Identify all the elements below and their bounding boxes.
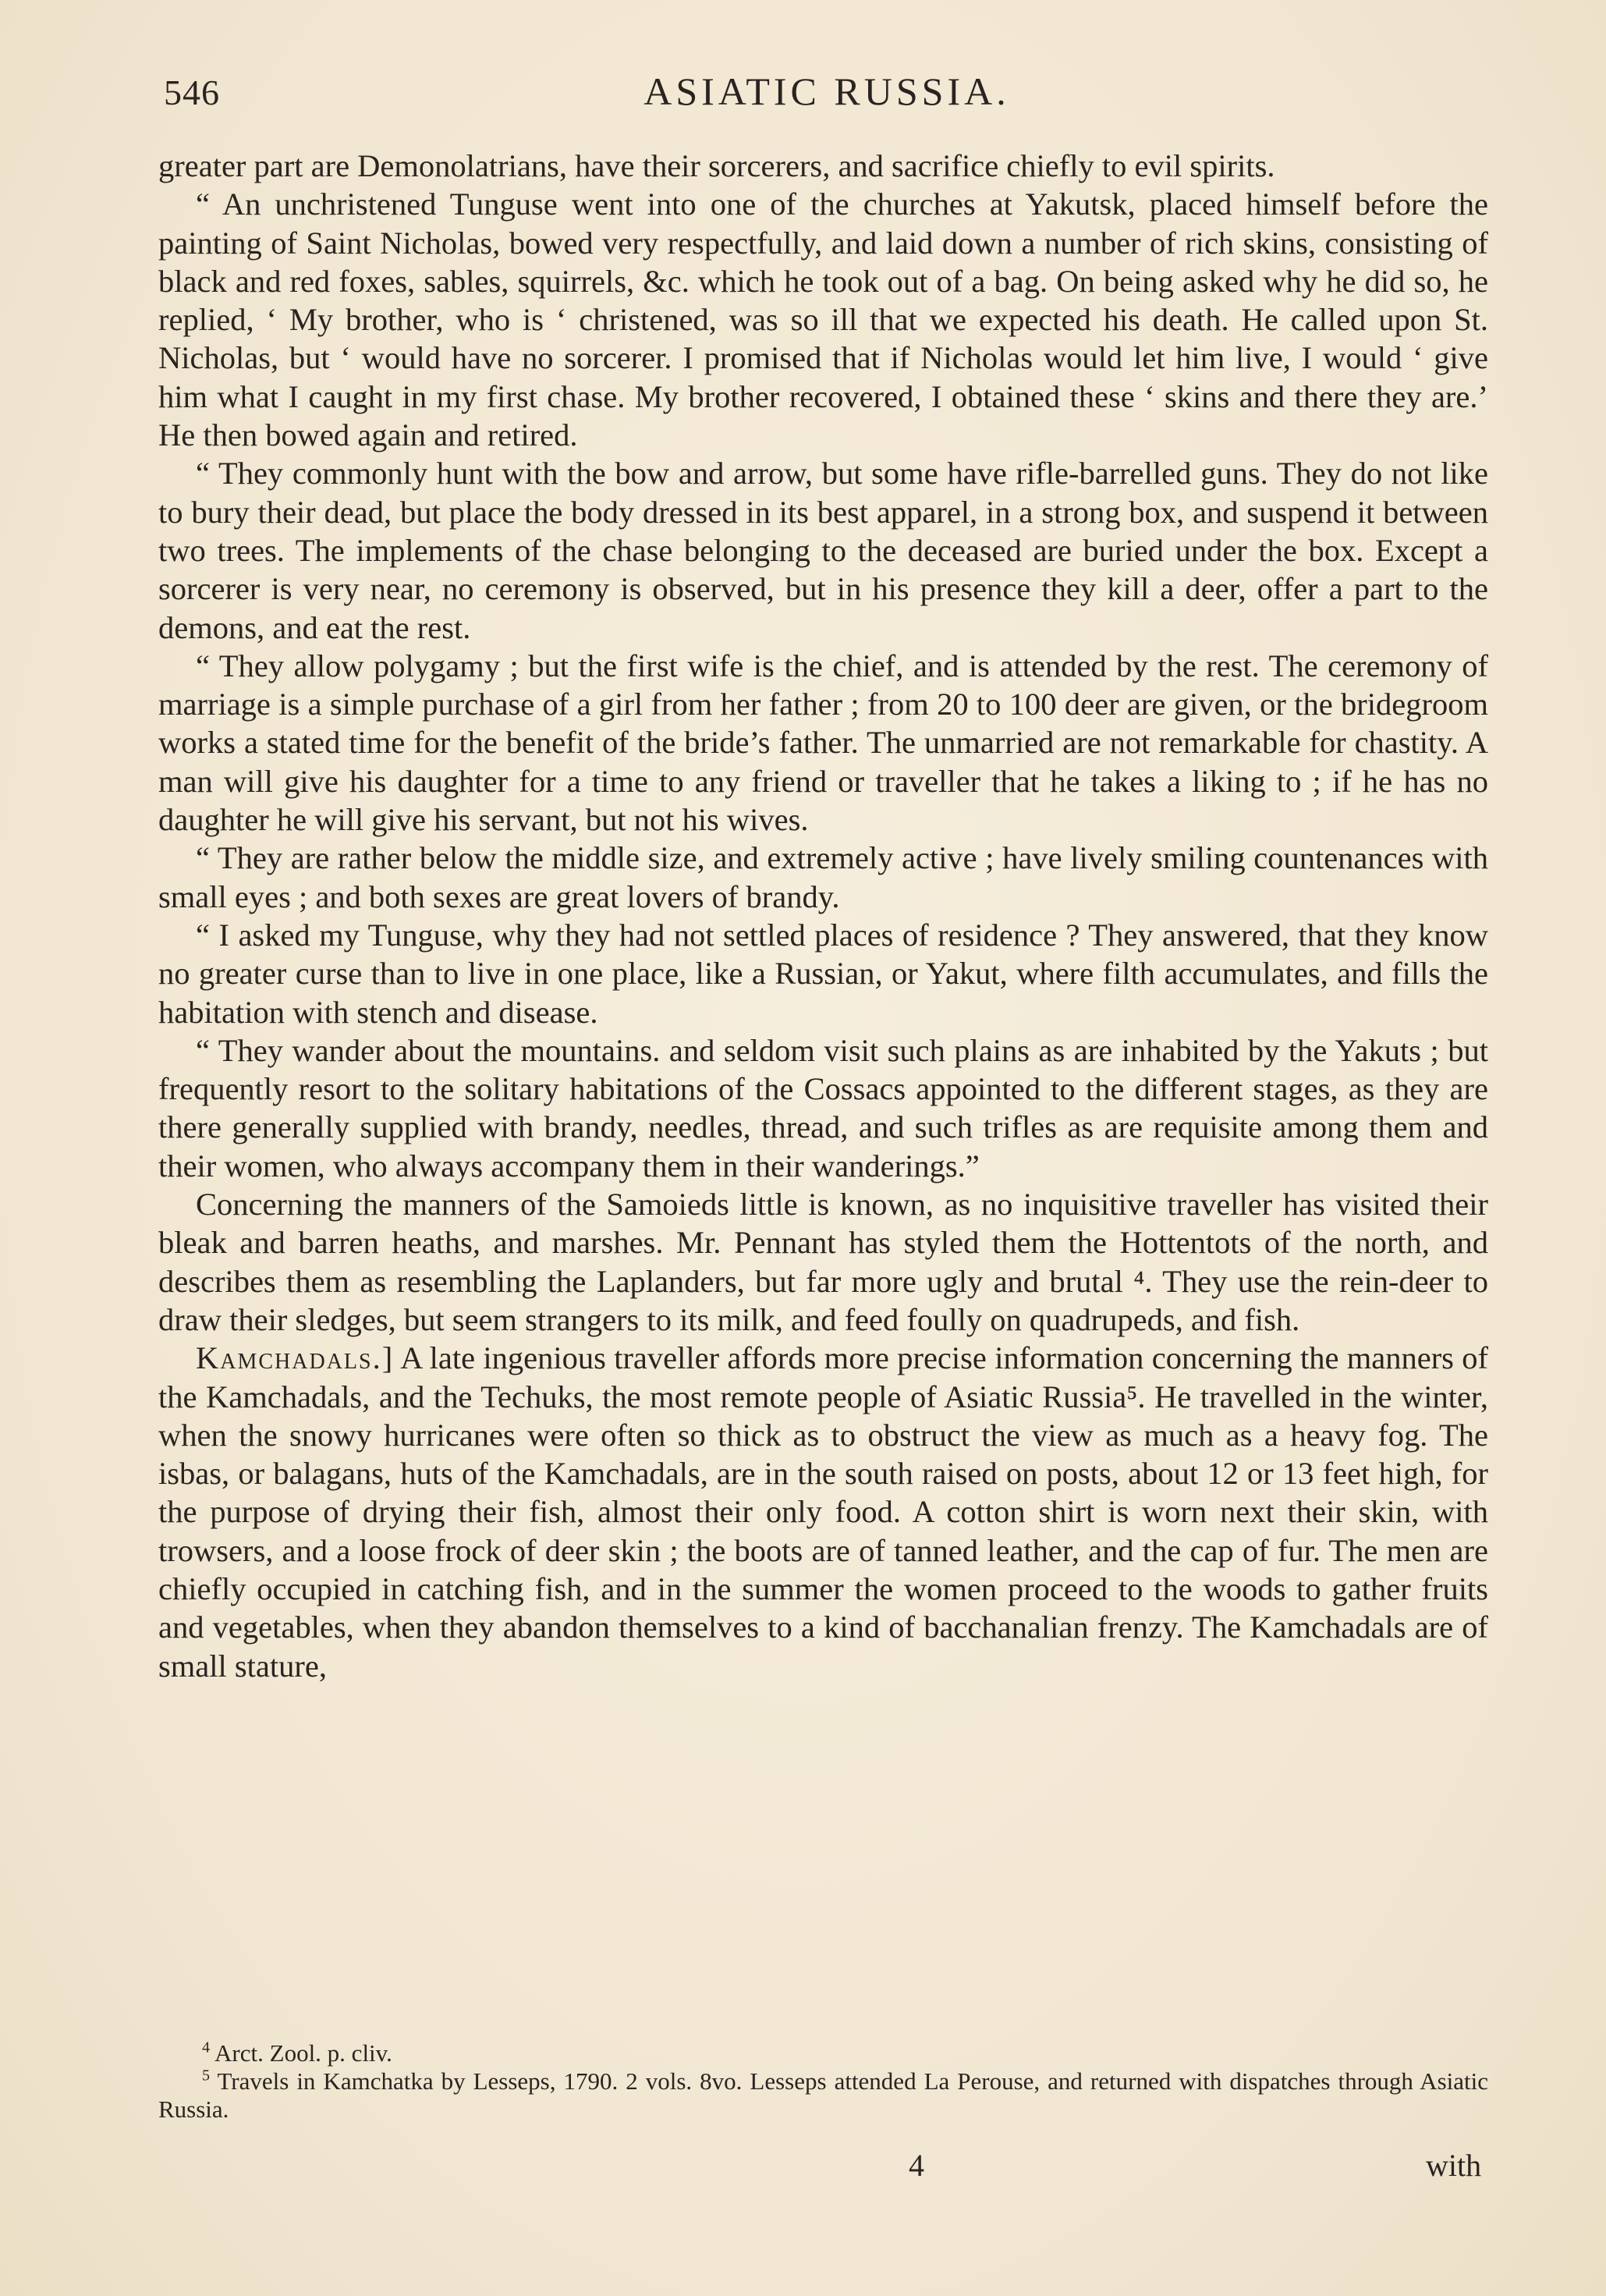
signature-mark: 4: [909, 2148, 924, 2183]
paragraph: “ They commonly hunt with the bow and arrow, but some have rifle-barrelled guns. They do not like to bury their dead, but place the body dressed in its best apparel, in a strong box, and suspend it between two trees. The implements of the chase belonging to the deceased are buried under the box. Except a sorcerer is very near, no ceremony is observed, but in his presence they kill a deer, offer a part to the demons, and eat the rest.: [158, 456, 1488, 645]
footnote-mark: 4: [202, 2039, 210, 2056]
paragraph: Concerning the manners of the Samoieds little is known, as no inquisitive traveller has visited their bleak and barren heaths, and marshes. Mr. Pennant has styled them the Hottentots of the north, and describes them as resembling the Laplanders, but far more ugly and brutal ⁴. They use the rein-deer to draw their sledges, but seem strangers to its milk, and feed foully on quadrupeds, and fish.: [158, 1187, 1488, 1337]
kamchadals-paragraph: [158, 1339, 1488, 1685]
paragraph: “ They allow polygamy ; but the first wife is the chief, and is attended by the rest. The ceremony of marriage is a simple purchase of a girl from her father ; from 20 to 100 deer are given, or the bridegroom works a stated time for the benefit of the bride’s father. The unmarried are not remarkable for chastity. A man will give his daughter for a time to any friend or traveller that he takes a liking to ; if he has no daughter he will give his servant, but not his wives.: [158, 648, 1488, 838]
kamchadals-text: A late ingenious traveller affords more precise information concerning the manners of the Kamchadals, and the Techuks, the most remote people of Asiatic Russia⁵. He travelled in the winter, when the snowy hurricanes were often so thick as to obstruct the view as much as a heavy fog. The isbas, or balagans, huts of the Kamchadals, are in the south raised on posts, about 12 or 13 feet high, for the purpose of drying their fish, almost their only food. A cotton shirt is worn next their skin, with trowsers, and a loose frock of deer skin ; the boots are of tanned leather, and the cap of fur. The men are chiefly occupied in catching fish, and in the summer the women proceed to the woods to gather fruits and vegetables, when they abandon themselves to a kind of bacchanalian frenzy. The Kamchadals are of small stature,: [158, 1340, 1488, 1684]
body-text: [158, 147, 1488, 1685]
paragraph: greater part are Demonolatrians, have their sorcerers, and sacrifice chiefly to evil spirits.: [158, 148, 1275, 183]
page-number: 546: [164, 73, 220, 112]
running-title: ASIATIC RUSSIA.: [643, 69, 1010, 113]
paragraph: “ I asked my Tunguse, why they had not settled places of residence ? They answered, that they know no greater curse than to live in one place, like a Russian, or Yakut, where filth accumulates, and fills the habitation with stench and disease.: [158, 917, 1488, 1030]
paragraph: “ They wander about the mountains. and seldom visit such plains as are inhabited by the Yakuts ; but frequently resort to the solitary habitations of the Cossacs appointed to the different stages, as they are there generally supplied with brandy, needles, thread, and such trifles as are requisite among them and their women, who always accompany them in their wanderings.”: [158, 1032, 1488, 1183]
footnote-text: Arct. Zool. p. cliv.: [214, 2039, 392, 2067]
paragraph: “ They are rather below the middle size, and extremely active ; have lively smiling countenances with small eyes ; and both sexes are great lovers of brandy.: [158, 840, 1488, 914]
footnote-mark: 5: [202, 2067, 210, 2085]
catchword: with: [1426, 2148, 1482, 2183]
side-heading: Kamchadals.]: [196, 1340, 395, 1376]
page-header: [164, 64, 1490, 119]
footnote: [158, 2039, 1488, 2067]
footnote: [158, 2067, 1488, 2124]
paragraph: “ An unchristened Tunguse went into one of the churches at Yakutsk, placed himself before the painting of Saint Nicholas, bowed very respectfully, and laid down a number of rich skins, consisting of black and red foxes, sables, squirrels, &c. which he took out of a bag. On being asked why he did so, he replied, ‘ My brother, who is ‘ christened, was so ill that we expected his death. He called upon St. Nicholas, but ‘ would have no sorcerer. I promised that if Nicholas would let him live, I would ‘ give him what I caught in my first chase. My brother recovered, I obtained these ‘ skins and there they are.’ He then bowed again and retired.: [158, 186, 1488, 453]
footnotes: [158, 2039, 1488, 2124]
footnote-text: Travels in Kamchatka by Lesseps, 1790. 2 vols. 8vo. Lesseps attended La Perouse, and returned with dispatches through Asiatic Russia.: [158, 2067, 1488, 2123]
